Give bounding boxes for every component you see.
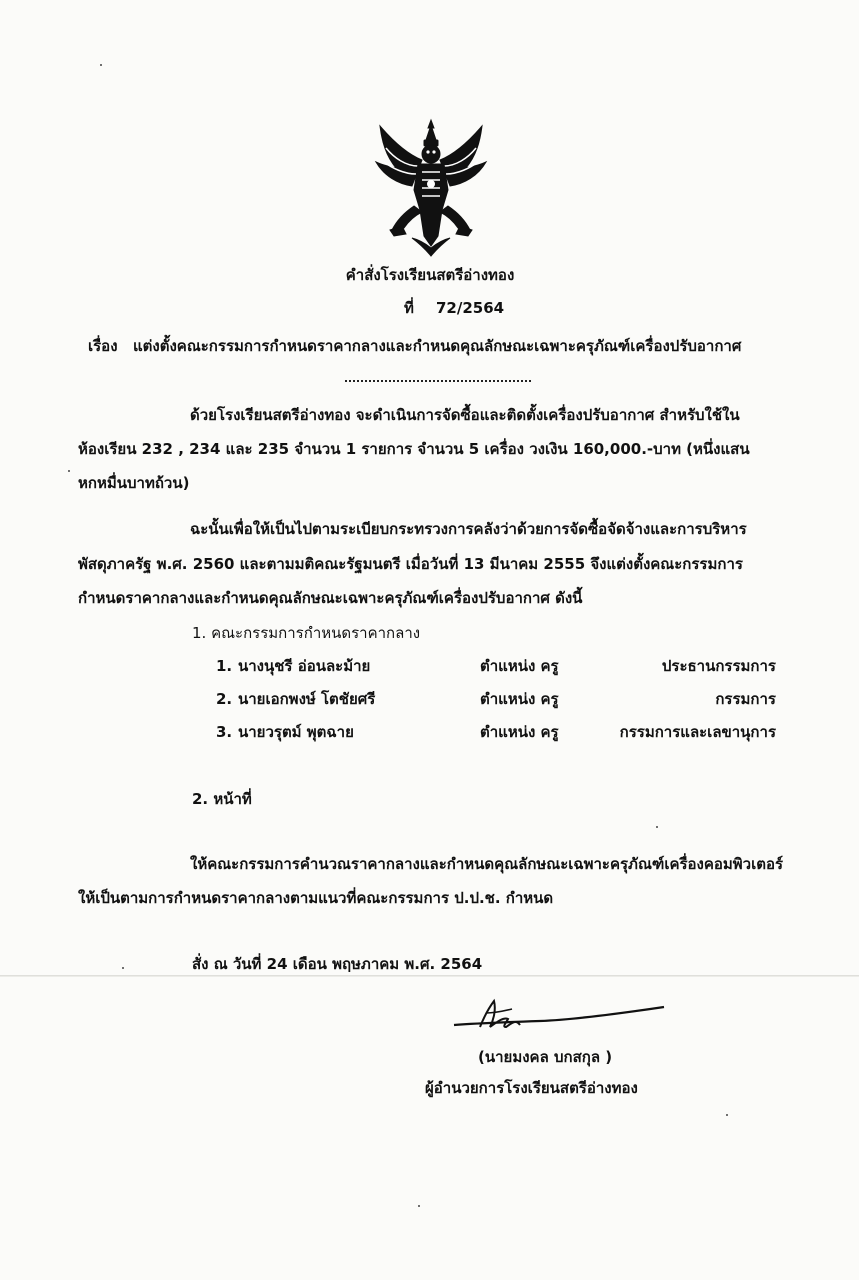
order-date: สั่ง ณ วันที่ 24 เดือน พฤษภาคม พ.ศ. 2564	[192, 955, 483, 973]
member-no: 2.	[216, 690, 233, 708]
para1-line2: ห้องเรียน 232 , 234 และ 235 จำนวน 1 รายการ จำนวน 5 เครื่อง วงเงิน 160,000.-บาท (หนึ่งแสน	[78, 440, 750, 458]
garuda-emblem	[372, 118, 490, 258]
member-no: 3.	[216, 723, 233, 741]
member-role: กรรมการและเลขานุการ	[619, 723, 776, 741]
scan-speck	[100, 64, 102, 66]
member-role: ประธานกรรมการ	[661, 657, 776, 675]
para1-line3: หกหมื่นบาทถ้วน)	[78, 474, 190, 492]
order-number: 72/2564	[436, 299, 505, 317]
scan-speck	[726, 1114, 728, 1116]
member-position: ตำแหน่ง ครู	[480, 690, 559, 708]
section2-line2: ให้เป็นตามการกำหนดราคากลางตามแนวที่คณะกรรมการ ป.ป.ช. กำหนด	[78, 889, 554, 907]
signer-title: ผู้อำนวยการโรงเรียนสตรีอ่างทอง	[425, 1079, 638, 1097]
member-name: นายวรุตม์ พุตฉาย	[238, 723, 354, 741]
member-name: นางนุชรี อ่อนละม้าย	[238, 657, 371, 675]
signer-name: (นายมงคล บกสกุล )	[478, 1048, 613, 1066]
order-number-label: ที่	[404, 299, 414, 317]
section2-heading: 2. หน้าที่	[192, 790, 252, 808]
member-no: 1.	[216, 657, 233, 675]
member-role: กรรมการ	[715, 690, 776, 708]
section2-line1: ให้คณะกรรมการคำนวณราคากลางและกำหนดคุณลักษณะเฉพาะครุภัณฑ์เครื่องคอมพิวเตอร์	[190, 855, 784, 873]
subject-label: เรื่อง	[88, 337, 118, 355]
order-title: คำสั่งโรงเรียนสตรีอ่างทอง	[345, 266, 515, 284]
member-name: นายเอกพงษ์ โตชัยศรี	[238, 690, 376, 708]
para2-line2: พัสดุภาครัฐ พ.ศ. 2560 และตามมติคณะรัฐมนตรี เมื่อวันที่ 13 มีนาคม 2555 จึงแต่งตั้งคณะกรรมการ	[78, 555, 743, 573]
scan-speck	[656, 826, 658, 828]
para2-line1: ฉะนั้นเพื่อให้เป็นไปตามระเบียบกระทรวงการคลังว่าด้วยการจัดซื้อจัดจ้างและการบริหาร	[190, 520, 747, 538]
para2-line3: กำหนดราคากลางและกำหนดคุณลักษณะเฉพาะครุภัณฑ์เครื่องปรับอากาศ ดังนี้	[78, 589, 583, 607]
scan-speck	[418, 1205, 420, 1207]
scan-speck	[122, 967, 124, 969]
handwritten-signature	[450, 995, 670, 1040]
dotted-separator	[345, 380, 531, 382]
para1-line1: ด้วยโรงเรียนสตรีอ่างทอง จะดำเนินการจัดซื้อและติดตั้งเครื่องปรับอากาศ สำหรับใช้ใน	[190, 406, 740, 424]
scan-speck	[68, 470, 70, 472]
paper-fold-line	[0, 975, 859, 977]
member-position: ตำแหน่ง ครู	[480, 723, 559, 741]
member-position: ตำแหน่ง ครู	[480, 657, 559, 675]
subject-text: แต่งตั้งคณะกรรมการกำหนดราคากลางและกำหนดคุณลักษณะเฉพาะครุภัณฑ์เครื่องปรับอากาศ	[133, 337, 742, 355]
section1-heading: 1. คณะกรรมการกำหนดราคากลาง	[192, 624, 421, 642]
